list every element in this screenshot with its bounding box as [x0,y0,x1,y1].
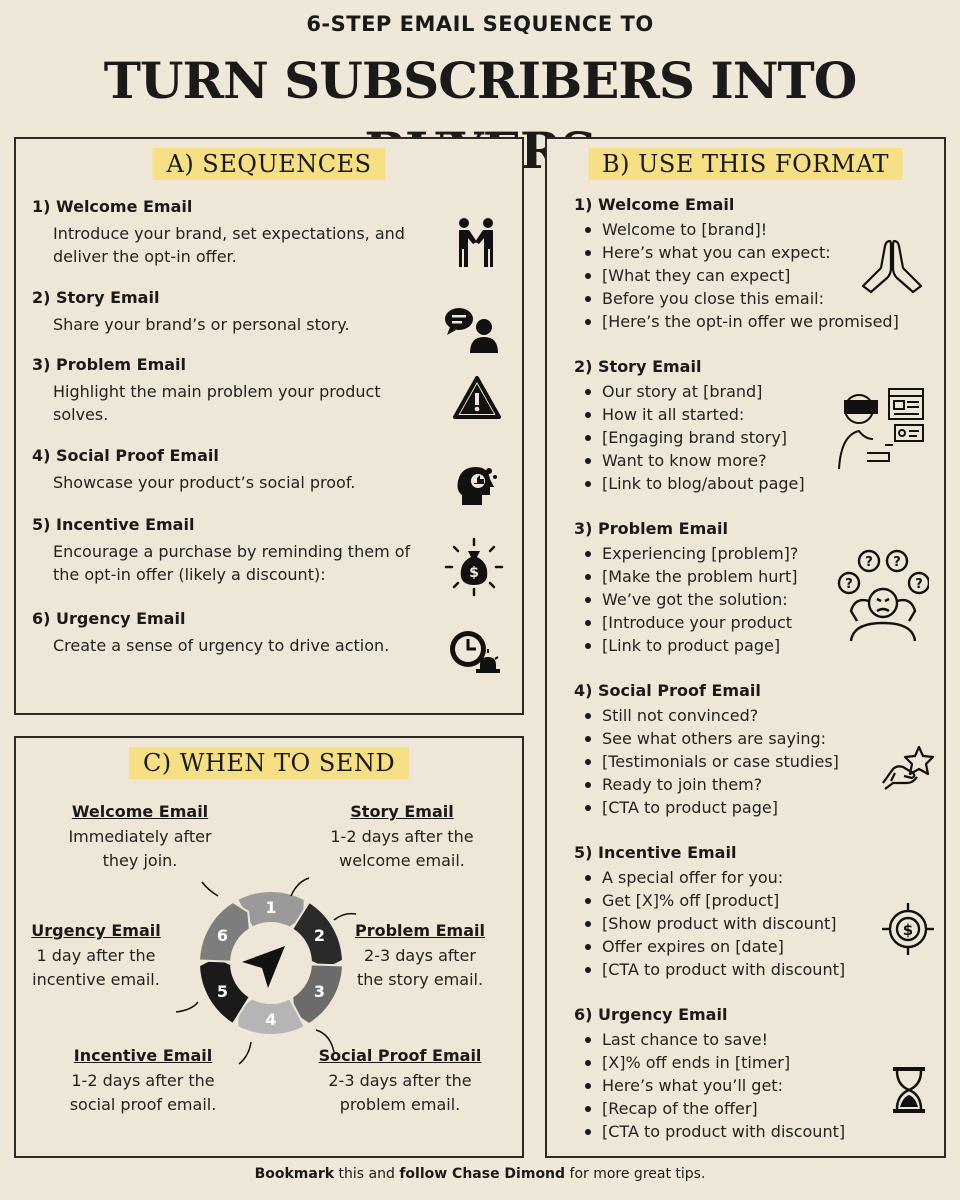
sequence-heading: 2) Story Email [32,288,160,307]
format-line: [CTA to product with discount] [602,960,846,979]
svg-text:$: $ [469,565,479,581]
format-line: [Testimonials or case studies] [602,752,839,771]
format-line: [Show product with discount] [602,912,845,935]
format-line: [What they can expect] [602,264,899,287]
format-line: [Here’s the opt-in offer we promised] [602,312,899,331]
footer-bookmark: Bookmark [254,1166,335,1182]
hand-star-icon [881,745,937,793]
format-line: Want to know more? [602,449,805,472]
stressed-person-icon [837,547,929,643]
format-line: [CTA to product with discount] [602,1122,846,1141]
format-line: [Introduce your product [602,611,798,634]
person-speech-icon [444,305,500,355]
format-line: Get [X]% off [product] [602,889,845,912]
format-item [574,357,805,495]
cycle-number: 6 [216,926,229,945]
connector-arrow [334,914,356,920]
when-heading: Social Proof Email [318,1046,482,1065]
format-line: [X]% off ends in [timer] [602,1051,845,1074]
when-heading: Story Email [350,802,454,821]
page-title: TURN SUBSCRIBERS INTO [103,51,857,110]
sequence-desc: Showcase your product’s social proof. [53,473,356,492]
footer [0,1166,960,1182]
connector-arrow [202,882,218,896]
format-line: Experiencing [problem]? [602,544,799,563]
handshake-icon [454,217,498,269]
send-arrow-icon [242,946,285,988]
connector-arrow [176,1002,198,1012]
when-desc: 1-2 days after the [71,1071,215,1090]
when-heading: Problem Email [354,921,485,940]
sequence-desc: Encourage a purchase by reminding them of the opt-in offer (likely a discount): [53,542,411,584]
head-thumbs-up-icon [456,463,500,507]
svg-text:?: ? [865,555,873,570]
format-heading: 4) Social Proof Email [574,681,761,700]
sequence-item [32,355,423,426]
sequence-item [32,197,423,268]
format-line: Offer expires on [date] [602,935,845,958]
when-heading: Welcome Email [71,802,209,821]
when-desc: social proof email. [69,1095,217,1114]
connector-arrow [316,1030,334,1052]
when-panel [14,736,524,1158]
format-line: Our story at [brand] [602,380,805,403]
money-bag-icon [444,537,504,597]
warning-icon [452,375,502,421]
connector-arrow [291,878,309,896]
sequence-heading: 4) Social Proof Email [32,446,219,465]
sequence-item [32,446,423,494]
when-heading: Incentive Email [73,1046,213,1065]
format-heading: 6) Urgency Email [574,1005,728,1024]
format-item [574,195,899,333]
when-heading: Urgency Email [31,921,161,940]
format-panel [545,137,946,1158]
format-line: Welcome to [brand]! [602,218,899,241]
cycle-number: 2 [313,926,326,945]
format-line: [Link to blog/about page] [602,474,805,493]
when-desc: the story email. [356,970,484,989]
format-line: Still not convinced? [602,704,839,727]
sequence-heading: 5) Incentive Email [32,515,195,534]
format-title: B) USE THIS FORMAT [588,148,903,180]
format-item [574,519,798,657]
format-item [574,843,845,981]
when-desc: Immediately after [68,827,212,846]
subtitle: 6-STEP EMAIL SEQUENCE TO [306,12,654,36]
sequence-heading: 1) Welcome Email [32,197,193,216]
svg-text:?: ? [893,555,901,570]
clock-alarm-icon [448,627,500,673]
sequence-desc: Create a sense of urgency to drive action. [53,636,390,655]
cycle-number: 4 [265,1010,277,1029]
praying-hands-icon [859,235,925,299]
format-heading: 1) Welcome Email [574,195,735,214]
when-desc: 2-3 days after the [328,1071,472,1090]
cycle-number: 3 [313,982,326,1001]
when-desc: problem email. [339,1095,461,1114]
format-line: Last chance to save! [602,1028,845,1051]
svg-text:?: ? [915,577,923,592]
format-heading: 2) Story Email [574,357,702,376]
format-line: How it all started: [602,403,805,426]
when-desc: welcome email. [339,851,465,870]
format-line: We’ve got the solution: [602,588,798,611]
cycle-diagram [166,858,376,1068]
when-desc: 2-3 days after [364,946,476,965]
format-heading: 5) Incentive Email [574,843,737,862]
vr-user-icon [837,387,927,471]
format-line: Here’s what you can expect: [602,241,899,264]
format-line: Before you close this email: [602,287,899,310]
sequence-item [32,288,423,336]
connector-arrow [239,1042,251,1064]
format-item [574,681,839,819]
cycle-number: 1 [265,898,277,917]
format-line: [Engaging brand story] [602,426,805,449]
when-desc: they join. [102,851,178,870]
sequences-panel [14,137,524,715]
cycle-number: 5 [216,982,229,1001]
footer-follow: follow Chase Dimond [399,1166,566,1182]
svg-text:?: ? [845,577,853,592]
format-line: [CTA to product page] [602,796,839,819]
format-line: [Recap of the offer] [602,1097,845,1120]
sequence-desc: Highlight the main problem your product solves. [53,382,381,424]
dollar-target-icon [882,901,934,955]
format-line: A special offer for you: [602,866,845,889]
format-line: [Link to product page] [602,634,798,657]
footer-text: this and [334,1166,400,1182]
svg-text:$: $ [902,921,914,939]
sequence-desc: Share your brand’s or personal story. [53,315,350,334]
format-line: [Make the problem hurt] [602,567,798,586]
when-desc: incentive email. [32,970,160,989]
footer-text: for more great tips. [565,1166,706,1182]
sequence-heading: 3) Problem Email [32,355,187,374]
format-line: Here’s what you’ll get: [602,1074,845,1097]
sequence-desc: Introduce your brand, set expectations, and deliver the opt-in offer. [53,224,405,266]
when-title: C) WHEN TO SEND [129,747,409,779]
when-desc: 1 day after the [36,946,156,965]
hourglass-icon [891,1065,927,1115]
format-line: See what others are saying: [602,727,839,750]
sequence-item [32,515,423,586]
sequence-item [32,609,423,657]
sequences-title: A) SEQUENCES [152,148,385,180]
sequence-heading: 6) Urgency Email [32,609,186,628]
format-item [574,1005,845,1143]
format-line: Ready to join them? [602,773,839,796]
format-heading: 3) Problem Email [574,519,729,538]
when-desc: 1-2 days after the [330,827,474,846]
